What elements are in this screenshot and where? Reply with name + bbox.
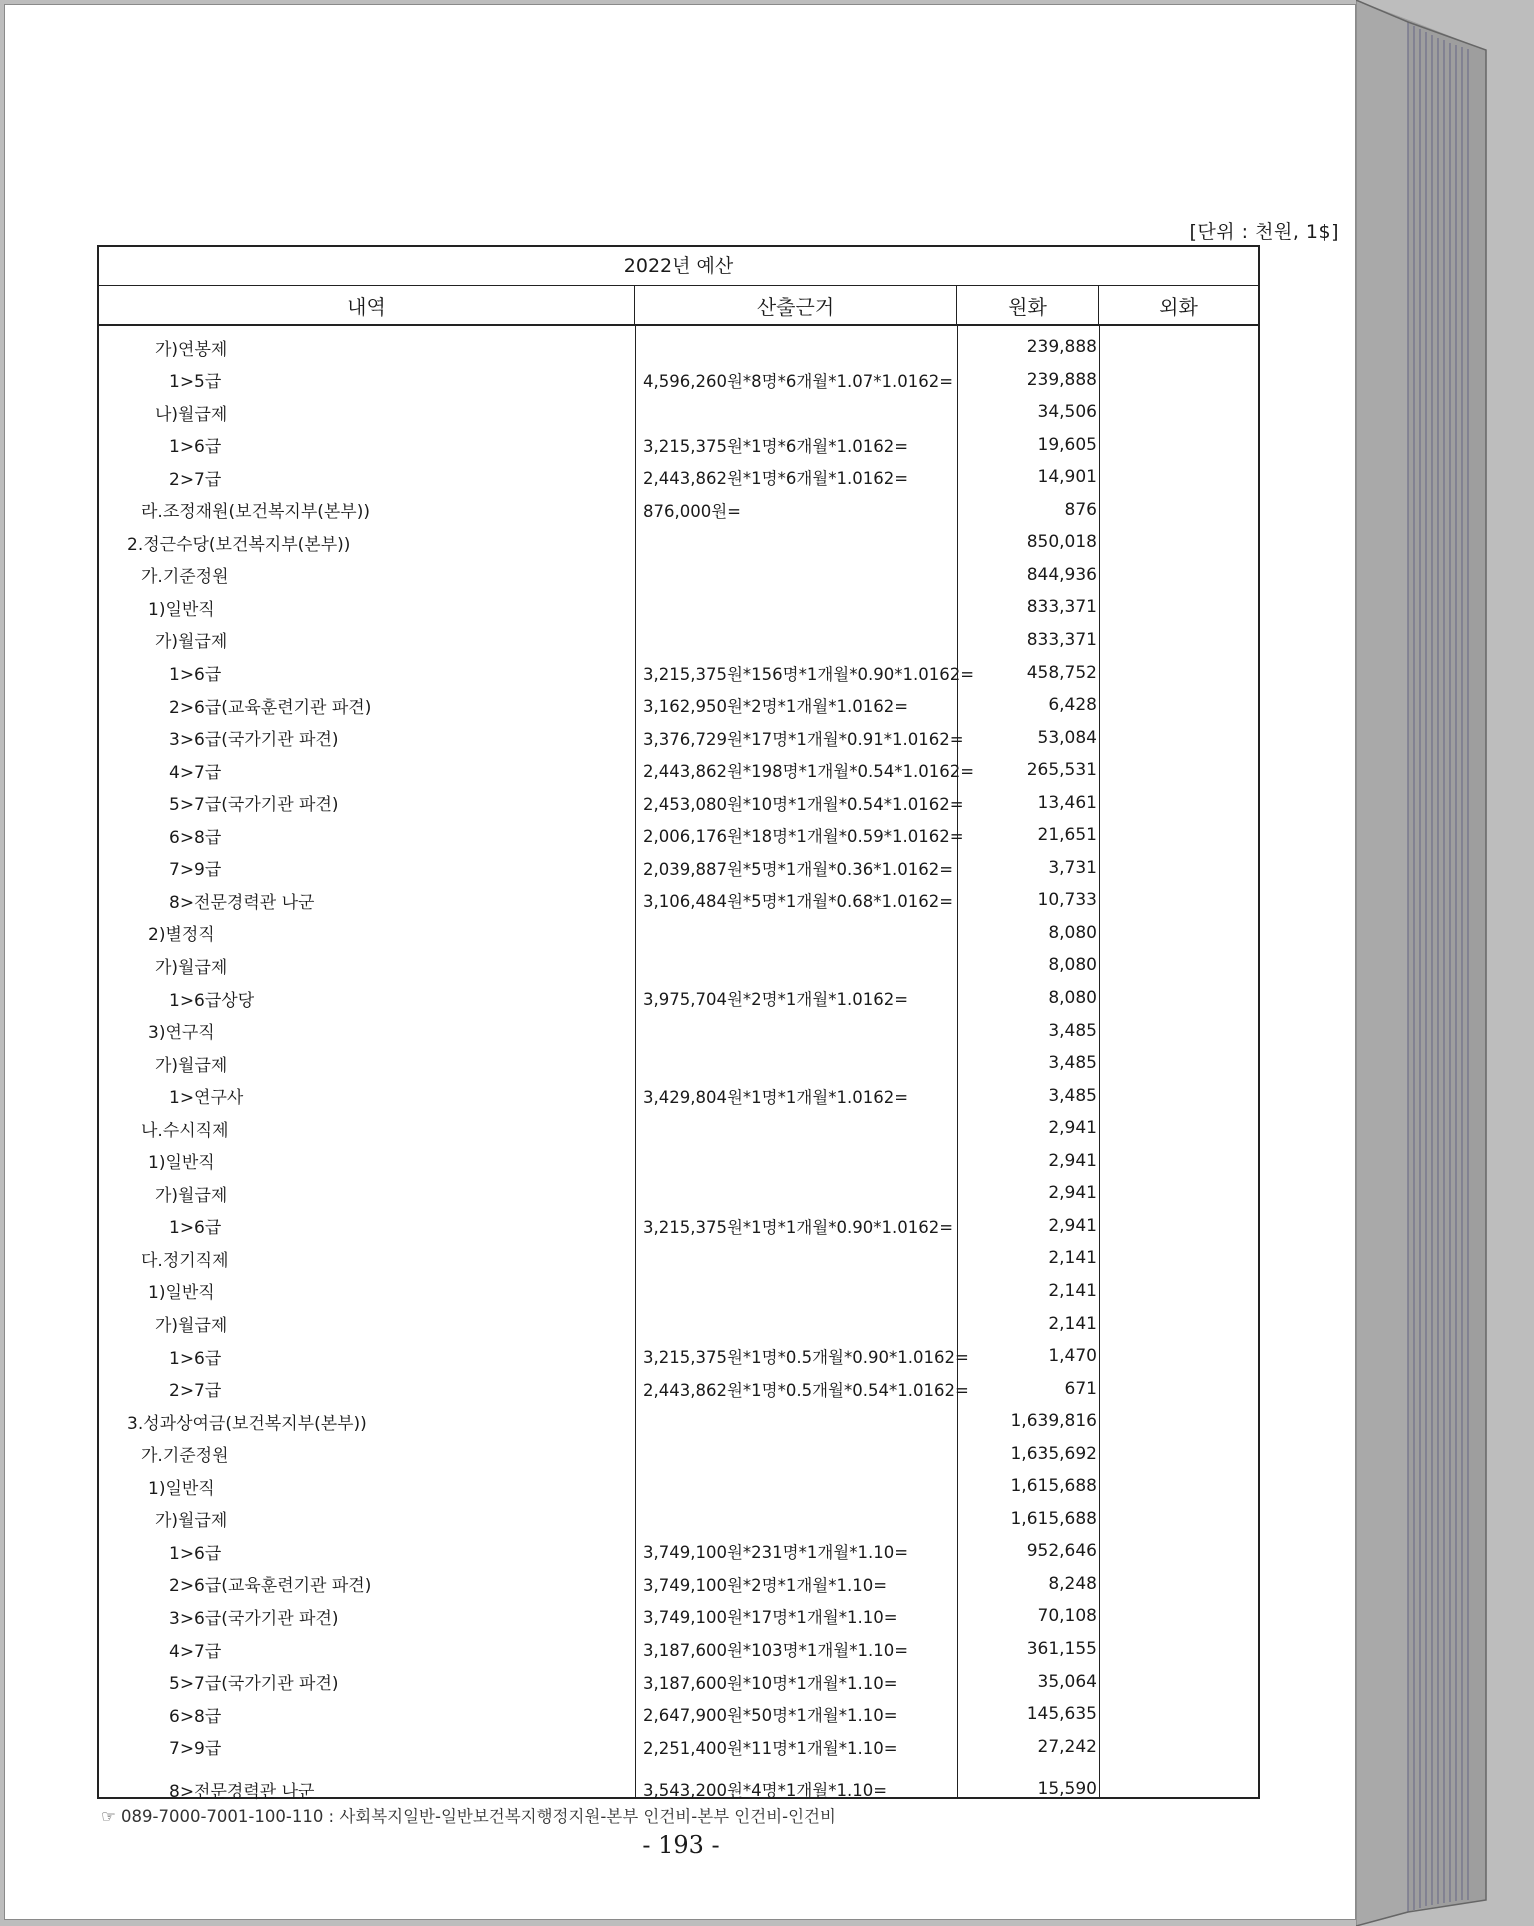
row-won: 8,080	[1048, 988, 1097, 1008]
table-row	[99, 1276, 1258, 1306]
table-title: 2022년 예산	[99, 247, 1258, 286]
page-number: - 193 -	[642, 1831, 720, 1859]
row-won: 833,371	[1026, 629, 1097, 650]
row-details: 3>6급(국가기관 파견)	[169, 1608, 339, 1629]
row-won: 2,141	[1048, 1248, 1097, 1269]
row-details: 3.성과상여금(보건복지부(본부))	[127, 1413, 367, 1434]
row-details: 1>6급	[169, 1543, 222, 1564]
row-details: 가)월급제	[155, 1511, 228, 1532]
row-details: 가)월급제	[155, 1055, 228, 1076]
table-row	[99, 1504, 1258, 1534]
account-code-footer: ☞ 089-7000-7001-100-110 : 사회복지일반-일반보건복지행정지원-본부 인건비-본부 인건비-인건비	[101, 1807, 836, 1826]
row-won: 876	[1064, 499, 1097, 520]
table-row	[99, 1081, 1258, 1111]
row-won: 2,141	[1048, 1313, 1097, 1334]
row-won: 3,485	[1048, 1020, 1097, 1041]
row-won: 2,141	[1048, 1280, 1097, 1301]
row-basis: 2,039,887원*5명*1개월*0.36*1.0162=	[643, 859, 954, 879]
row-details: 4>7급	[169, 762, 222, 783]
row-won: 2,941	[1048, 1118, 1097, 1139]
table-row	[99, 1634, 1258, 1664]
row-won: 15,590	[1037, 1779, 1097, 1800]
row-basis: 2,251,400원*11명*1개월*1.10=	[643, 1738, 898, 1758]
row-won: 1,470	[1048, 1346, 1097, 1367]
row-details: 1>6급	[169, 665, 222, 685]
unit-label: [단위 : 천원, 1$]	[1189, 221, 1339, 243]
table-row	[99, 1439, 1258, 1469]
row-details: 2>7급	[169, 469, 222, 490]
row-details: 나.수시직제	[141, 1120, 229, 1141]
row-details: 3)연구직	[148, 1023, 215, 1044]
row-details: 1>6급	[169, 1348, 222, 1369]
table-row	[99, 1471, 1258, 1501]
row-details: 1)일반직	[148, 1478, 215, 1499]
document-page	[4, 4, 1356, 1920]
row-won: 1,615,688	[1010, 1476, 1097, 1497]
row-details: 2>7급	[169, 1381, 222, 1402]
header-foreign: 외화	[1159, 294, 1198, 319]
table-header-row	[99, 286, 1258, 326]
row-details: 가.기준정원	[141, 1446, 229, 1467]
row-won: 1,639,816	[1010, 1411, 1097, 1432]
row-details: 가.기준정원	[141, 567, 229, 588]
table-row	[99, 1113, 1258, 1143]
table-row	[99, 1211, 1258, 1241]
row-details: 가)월급제	[155, 957, 228, 978]
row-details: 6>8급	[169, 1706, 222, 1727]
table-row	[99, 1309, 1258, 1339]
row-basis: 3,106,484원*5명*1개월*0.68*1.0162=	[643, 892, 954, 912]
table-row	[99, 1374, 1258, 1404]
row-details: 5>7급(국가기관 파견)	[169, 795, 339, 816]
header-basis: 산출근거	[635, 286, 957, 324]
row-won: 8,248	[1048, 1573, 1097, 1594]
row-won: 952,646	[1026, 1541, 1097, 1562]
row-won: 265,531	[1026, 760, 1097, 781]
table-row	[99, 1774, 1258, 1804]
row-basis: 876,000원=	[643, 501, 741, 521]
row-basis: 3,749,100원*231명*1개월*1.10=	[643, 1543, 909, 1563]
row-basis: 2,443,862원*1명*0.5개월*0.54*1.0162=	[643, 1380, 969, 1400]
row-basis: 3,376,729원*17명*1개월*0.91*1.0162=	[643, 729, 964, 749]
table-row	[99, 1146, 1258, 1176]
header-won: 원화	[957, 286, 1099, 324]
row-won: 3,485	[1048, 1053, 1097, 1074]
row-details: 가)월급제	[155, 1316, 228, 1336]
row-won: 2,941	[1048, 1150, 1097, 1171]
table-row	[99, 723, 1258, 753]
row-won: 671	[1064, 1378, 1097, 1399]
table-row	[99, 1536, 1258, 1566]
row-basis: 2,453,080원*10명*1개월*0.54*1.0162=	[643, 794, 964, 814]
row-won: 145,635	[1026, 1704, 1097, 1725]
row-basis: 3,429,804원*1명*1개월*1.0162=	[643, 1087, 909, 1107]
row-won: 8,080	[1048, 922, 1097, 943]
row-details: 1>6급	[169, 1218, 222, 1239]
row-won: 239,888	[1026, 369, 1097, 390]
table-row	[99, 885, 1258, 915]
row-won: 2,941	[1048, 1215, 1097, 1236]
row-details: 1>6급	[169, 437, 222, 458]
row-details: 8>전문경력관 나군	[169, 1781, 315, 1802]
row-won: 27,242	[1037, 1736, 1097, 1757]
table-row	[99, 950, 1258, 980]
row-details: 7>9급	[169, 1739, 222, 1760]
row-details: 2>6급(교육훈련기관 파견)	[169, 1576, 372, 1597]
table-row	[99, 658, 1258, 688]
table-row	[99, 1699, 1258, 1729]
row-won: 361,155	[1026, 1639, 1097, 1659]
row-details: 6>8급	[169, 827, 222, 848]
row-won: 844,936	[1026, 564, 1097, 585]
row-details: 다.정기직제	[141, 1250, 229, 1271]
table-row	[99, 397, 1258, 427]
row-details: 가)월급제	[155, 1185, 228, 1206]
table-row	[99, 495, 1258, 525]
table-row	[99, 625, 1258, 655]
row-won: 53,084	[1037, 727, 1097, 748]
table-row	[99, 592, 1258, 622]
table-row	[99, 918, 1258, 948]
row-basis: 3,162,950원*2명*1개월*1.0162=	[643, 697, 909, 717]
row-won: 8,080	[1048, 955, 1097, 976]
table-row	[99, 788, 1258, 818]
row-details: 가)월급제	[155, 632, 228, 653]
row-details: 8>전문경력관 나군	[169, 892, 315, 913]
row-details: 5>7급(국가기관 파견)	[169, 1674, 339, 1695]
row-won: 10,733	[1037, 890, 1097, 911]
table-row	[99, 1406, 1258, 1436]
row-won: 239,888	[1026, 337, 1097, 357]
row-won: 3,731	[1048, 857, 1097, 878]
row-details: 라.조정재원(보건복지부(본부))	[141, 502, 370, 523]
row-basis: 2,647,900원*50명*1개월*1.10=	[643, 1706, 898, 1726]
table-row	[99, 820, 1258, 850]
row-basis: 3,187,600원*10명*1개월*1.10=	[643, 1673, 898, 1693]
row-won: 19,605	[1037, 434, 1097, 455]
row-basis: 3,215,375원*1명*0.5개월*0.90*1.0162=	[643, 1348, 969, 1368]
row-details: 1>5급	[169, 372, 222, 393]
row-won: 34,506	[1037, 402, 1097, 423]
book-page-edges	[1356, 0, 1506, 1926]
row-basis: 3,215,375원*1명*6개월*1.0162=	[643, 436, 909, 456]
row-basis: 3,187,600원*103명*1개월*1.10=	[643, 1641, 909, 1660]
table-row	[99, 1048, 1258, 1078]
table-row	[99, 755, 1258, 785]
row-details: 나)월급제	[155, 404, 228, 425]
row-basis: 2,443,862원*1명*6개월*1.0162=	[643, 469, 909, 489]
row-won: 2,941	[1048, 1183, 1097, 1204]
row-won: 21,651	[1037, 825, 1097, 846]
row-details: 2.정근수당(보건복지부(본부))	[127, 534, 351, 555]
row-basis: 4,596,260원*8명*6개월*1.07*1.0162=	[643, 371, 954, 391]
row-details: 2)별정직	[148, 925, 215, 946]
row-won: 1,615,688	[1010, 1508, 1097, 1529]
row-details: 3>6급(국가기관 파견)	[169, 730, 339, 751]
row-basis: 2,006,176원*18명*1개월*0.59*1.0162=	[643, 827, 964, 847]
table-row	[99, 1341, 1258, 1371]
row-won: 850,018	[1026, 532, 1097, 553]
table-row	[99, 527, 1258, 557]
budget-table	[97, 245, 1260, 1802]
table-row	[99, 690, 1258, 720]
table-row	[99, 1601, 1258, 1631]
row-won: 70,108	[1037, 1606, 1097, 1627]
row-details: 가)연봉제	[155, 339, 228, 360]
table-row	[99, 430, 1258, 460]
row-won: 1,635,692	[1010, 1443, 1097, 1464]
row-details: 1>연구사	[169, 1088, 244, 1109]
table-row	[99, 853, 1258, 883]
row-basis: 3,215,375원*1명*1개월*0.90*1.0162=	[643, 1217, 954, 1237]
row-details: 1)일반직	[148, 599, 215, 620]
row-details: 4>7급	[169, 1641, 222, 1662]
table-row	[99, 983, 1258, 1013]
table-row	[99, 1732, 1258, 1762]
table-row	[99, 560, 1258, 590]
row-won: 13,461	[1037, 792, 1097, 813]
row-details: 1)일반직	[148, 1283, 215, 1304]
table-row	[99, 1016, 1258, 1046]
table-row	[99, 1569, 1258, 1599]
row-basis: 3,975,704원*2명*1개월*1.0162=	[643, 990, 909, 1009]
row-won: 833,371	[1026, 597, 1097, 618]
row-basis: 3,749,100원*17명*1개월*1.10=	[643, 1608, 898, 1628]
row-basis: 2,443,862원*198명*1개월*0.54*1.0162=	[643, 762, 975, 782]
table-row	[99, 332, 1258, 362]
header-details: 내역	[99, 286, 635, 324]
row-basis: 3,543,200원*4명*1개월*1.10=	[643, 1781, 888, 1801]
table-body	[99, 326, 1258, 1802]
row-basis: 3,215,375원*156명*1개월*0.90*1.0162=	[643, 664, 975, 684]
row-won: 6,428	[1048, 695, 1097, 716]
row-details: 1>6급상당	[169, 990, 255, 1011]
row-won: 3,485	[1048, 1085, 1097, 1106]
row-won: 14,901	[1037, 467, 1097, 488]
row-details: 1)일반직	[148, 1153, 215, 1174]
table-row	[99, 365, 1258, 395]
row-won: 458,752	[1026, 662, 1097, 683]
row-basis: 3,749,100원*2명*1개월*1.10=	[643, 1575, 888, 1595]
table-row	[99, 1667, 1258, 1697]
row-won: 35,064	[1037, 1671, 1097, 1692]
table-row	[99, 1243, 1258, 1273]
row-details: 7>9급	[169, 860, 222, 881]
table-row	[99, 462, 1258, 492]
row-details: 2>6급(교육훈련기관 파견)	[169, 697, 372, 718]
table-row	[99, 1178, 1258, 1208]
